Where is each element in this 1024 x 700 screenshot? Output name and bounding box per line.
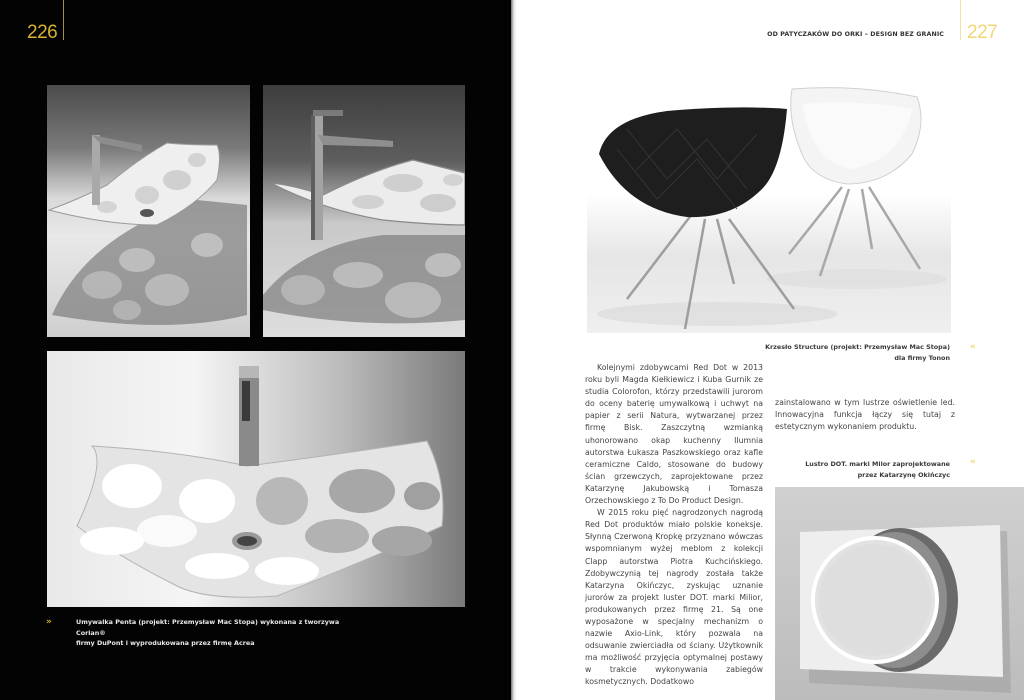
article-column-2: [775, 397, 955, 433]
folio-rule-left: [63, 0, 64, 40]
basin-photo-large: [47, 351, 465, 607]
folio-rule-right: [960, 0, 961, 40]
page-number-left: 226: [27, 22, 58, 43]
basin-caption: [76, 617, 356, 649]
caption-marker-left: »: [46, 617, 51, 627]
caption-marker-mirror: «: [970, 457, 975, 467]
page-number-right: 227: [967, 22, 998, 43]
running-head: OD PATYCZAKÓW DO ORKI – DESIGN BEZ GRANIC: [767, 31, 944, 38]
mirror-caption-line2: przez Katarzynę Okińczyc: [857, 470, 950, 479]
basin-photo-angle-left: [47, 85, 250, 337]
chair-caption-line1: Krzesło Structure (projekt: Przemysław Mac Stopa): [765, 343, 950, 351]
gutter: [511, 0, 517, 700]
chair-caption: [720, 342, 950, 363]
basin-photo-angle-right: [263, 85, 465, 337]
basin-caption-line1: Umywalka Penta (projekt: Przemysław Mac Stopa) wykonana z tworzywa Corian®: [76, 618, 340, 637]
caption-marker-chair: «: [970, 342, 975, 352]
article-paragraph-3: zainstalowano w tym lustrze oświetlenie led. Innowacyjna funkcja łączy się tutaj z estetycznym wykonaniem produktu.: [775, 398, 955, 432]
mirror-caption: [720, 459, 950, 480]
article-column-1: [585, 362, 763, 689]
chair-caption-line2: dla firmy Tonon: [894, 353, 950, 362]
mirror-photo: [775, 487, 1024, 700]
article-paragraph-2: W 2015 roku pięć nagrodzonych nagrodą Red Dot produktów miało polskie koneksje. Słynną Czerwoną Kropkę przyznano wówczas wspomnianym wyżej meblom z kolekcji Clapp autorstwa Piotra Kuchcińskiego. Zdobywczynią tej nagrody została także Katarzyna Okińczyc, zyskując uznanie jurorów za projekt luster DOT. marki Milior, produkowanych przez firmę 21. Są one wyposażone w specjalny mechanizm o nazwie Axio-Link, który pozwala na odsuwanie zwierciadła od ściany. Użytkownik ma możliwość przyjęcia optymalnej postawy w trakcie wykonywania zabiegów kosmetycznych. Dodatkowo: [585, 508, 763, 687]
mirror-caption-line1: Lustro DOT. marki Milor zaprojektowane: [805, 460, 950, 468]
article-paragraph-1: Kolejnymi zdobywcami Red Dot w 2013 roku byli Magda Kiełkiewicz i Kuba Gurnik ze studia Colorofon, którzy przedstawili jurorom do oceny baterię umywalkową i uchwyt na papier z serii Natura, wytwarzanej przez firmę Bisk. Zaszczytną wzmianką uhonorowano okap kuchenny Ilumnia autorstwa Łukasza Paszkowskiego oraz kafle ceramiczne Caldo, stosowane do budowy ścian grzewczych, zaprojektowane przez Katarzynę Jakubowską i Tomasza Orzechowskiego z To Do Product Design.: [585, 363, 763, 506]
basin-caption-line2: firmy DuPont i wyprodukowana przez firmę Acrea: [76, 639, 255, 647]
chairs-photo: [587, 79, 951, 333]
